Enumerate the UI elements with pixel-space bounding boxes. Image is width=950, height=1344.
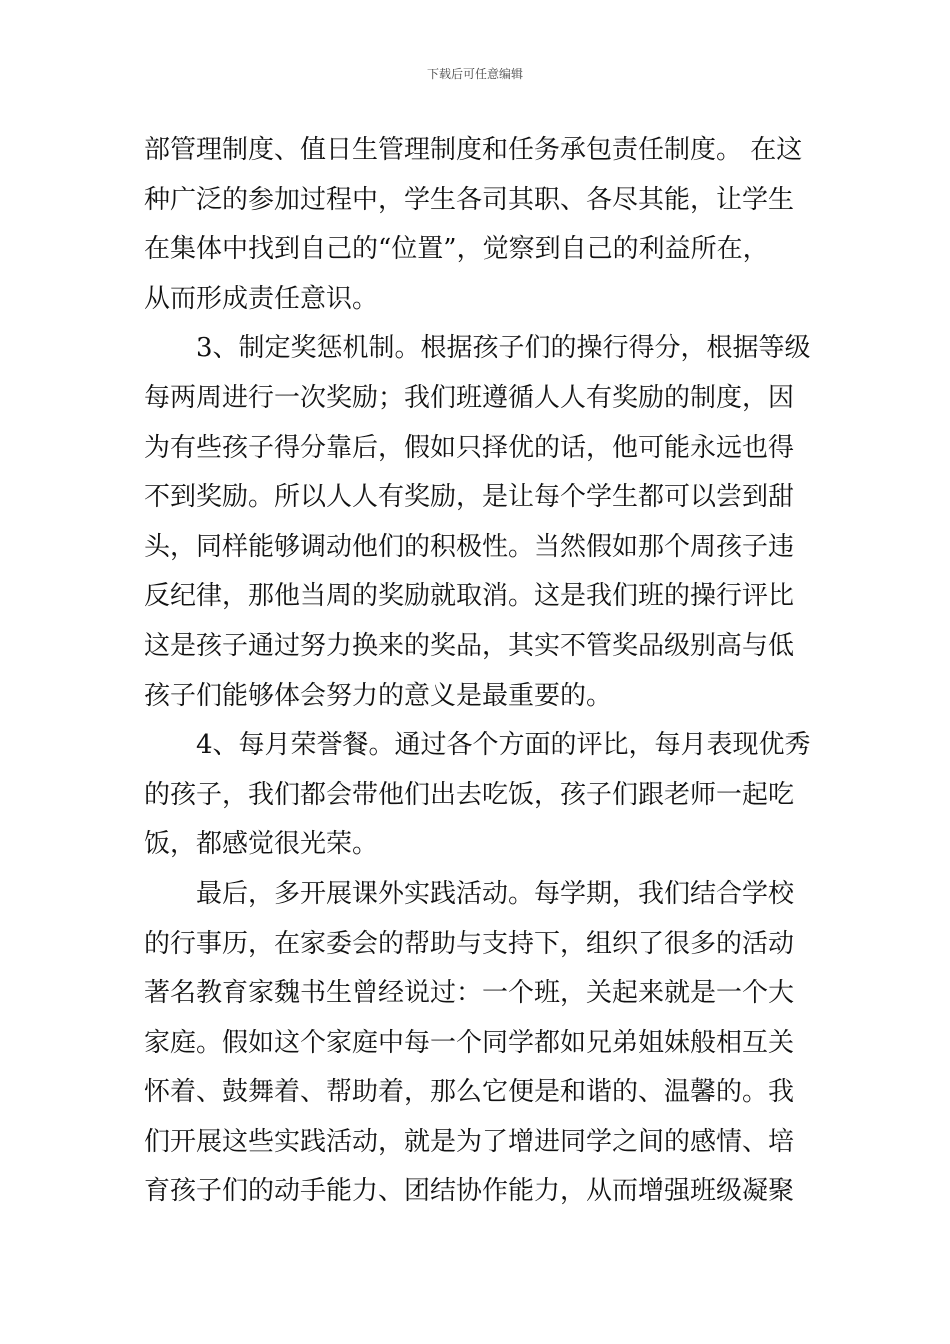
text-line: 种广泛的参加过程中，学生各司其职、各尽其能，让学生 bbox=[144, 184, 795, 215]
text-line: 饭，都感觉很光荣。 bbox=[144, 829, 379, 860]
text-line: 不到奖励。所以人人有奖励，是让每个学生都可以尝到甜 bbox=[144, 482, 795, 513]
text-line: 3、制定奖惩机制。根据孩子们的操行得分，根据等级 bbox=[196, 333, 811, 364]
text-line: 反纪律，那他当周的奖励就取消。这是我们班的操行评比 bbox=[144, 581, 795, 612]
text-line: 家庭。假如这个家庭中每一个同学都如兄弟姐妹般相互关 bbox=[144, 1027, 795, 1058]
text-line: 的孩子，我们都会带他们出去吃饭，孩子们跟老师一起吃 bbox=[144, 779, 795, 810]
text-line: 头，同样能够调动他们的积极性。当然假如那个周孩子违 bbox=[144, 531, 795, 562]
page-header: 下载后可任意编辑 bbox=[426, 67, 523, 81]
text-line: 孩子们能够体会努力的意义是最重要的。 bbox=[144, 680, 613, 711]
text-line: 这是孩子通过努力换来的奖品，其实不管奖品级别高与低 bbox=[144, 630, 795, 661]
text-line: 每两周进行一次奖励；我们班遵循人人有奖励的制度，因 bbox=[144, 382, 795, 413]
text-line: 在集体中找到自己的“位置”，觉察到自己的利益所在， bbox=[144, 234, 769, 265]
text-line: 的行事历，在家委会的帮助与支持下，组织了很多的活动 bbox=[144, 928, 795, 959]
text-line: 为有些孩子得分靠后，假如只择优的话，他可能永远也得 bbox=[144, 432, 795, 463]
text-line: 著名教育家魏书生曾经说过：一个班，关起来就是一个大 bbox=[144, 978, 795, 1009]
text-line: 怀着、鼓舞着、帮助着，那么它便是和谐的、温馨的。我 bbox=[144, 1077, 795, 1108]
text-line: 4、每月荣誉餐。通过各个方面的评比，每月表现优秀 bbox=[196, 730, 811, 761]
document-body bbox=[144, 126, 816, 1217]
text-line: 育孩子们的动手能力、团结协作能力，从而增强班级凝聚 bbox=[144, 1176, 795, 1207]
text-line: 从而形成责任意识。 bbox=[144, 283, 379, 314]
text-line: 部管理制度、值日生管理制度和任务承包责任制度。 在这 bbox=[144, 135, 803, 165]
text-line: 最后，多开展课外实践活动。每学期，我们结合学校 bbox=[196, 878, 795, 909]
text-line: 们开展这些实践活动，就是为了增进同学之间的感情、培 bbox=[144, 1126, 795, 1157]
